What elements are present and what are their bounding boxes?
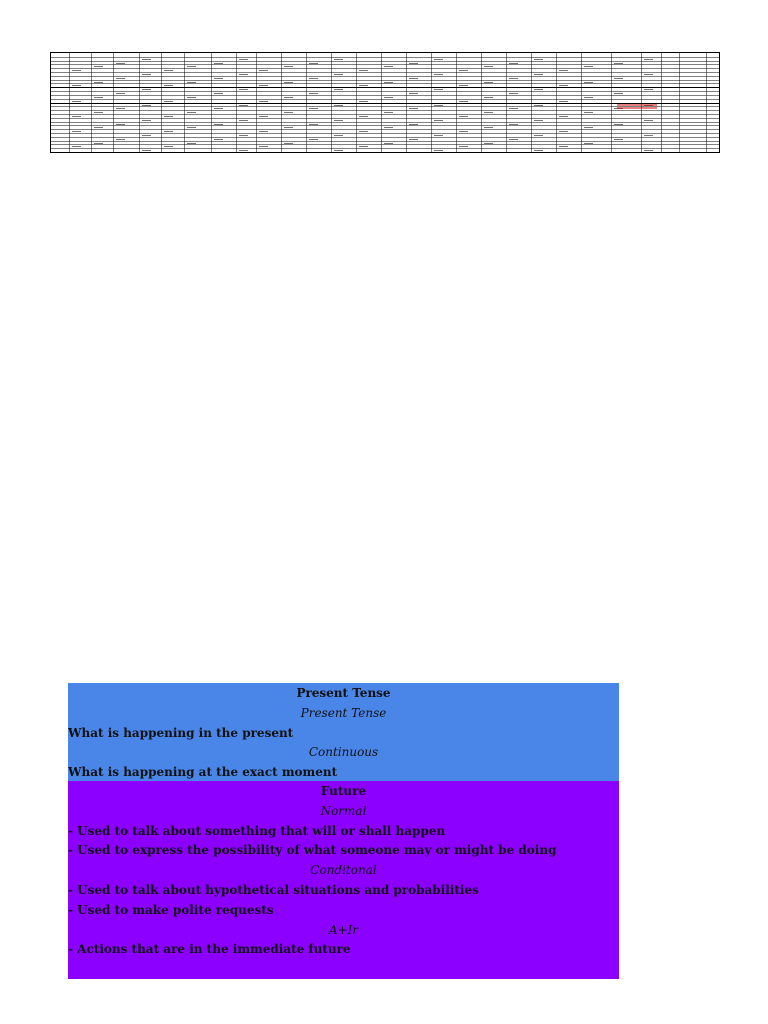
present-subheading-1: Present Tense	[300, 705, 387, 720]
present-item-1: What is happening in the present	[68, 725, 294, 740]
present-heading: Present Tense	[296, 686, 391, 700]
future-heading: Future	[320, 784, 367, 798]
present-tense-block	[68, 683, 619, 781]
spreadsheet-grid	[51, 53, 719, 152]
present-subheading-2: Continuous	[308, 745, 379, 760]
future-tense-block	[68, 781, 619, 979]
future-item-normal-2: - Used to express the possibility of what someone may or might be doing	[68, 843, 557, 858]
future-item-conditional-1: - Used to talk about hypothetical situations and probabilities	[68, 882, 479, 897]
future-item-conditional-2: - Used to make polite requests	[68, 902, 274, 917]
present-item-2: What is happening at the exact moment	[68, 765, 338, 780]
future-item-normal-1: - Used to talk about something that will or shall happen	[68, 823, 446, 838]
future-item-air-1: - Actions that are in the immediate future	[68, 942, 351, 957]
tense-notes	[68, 683, 619, 979]
future-subheading-conditional: Conditonal	[310, 863, 377, 878]
spreadsheet-thumbnail	[50, 52, 720, 153]
future-subheading-air: A+Ir	[328, 922, 359, 937]
future-subheading-normal: Normal	[320, 803, 367, 818]
